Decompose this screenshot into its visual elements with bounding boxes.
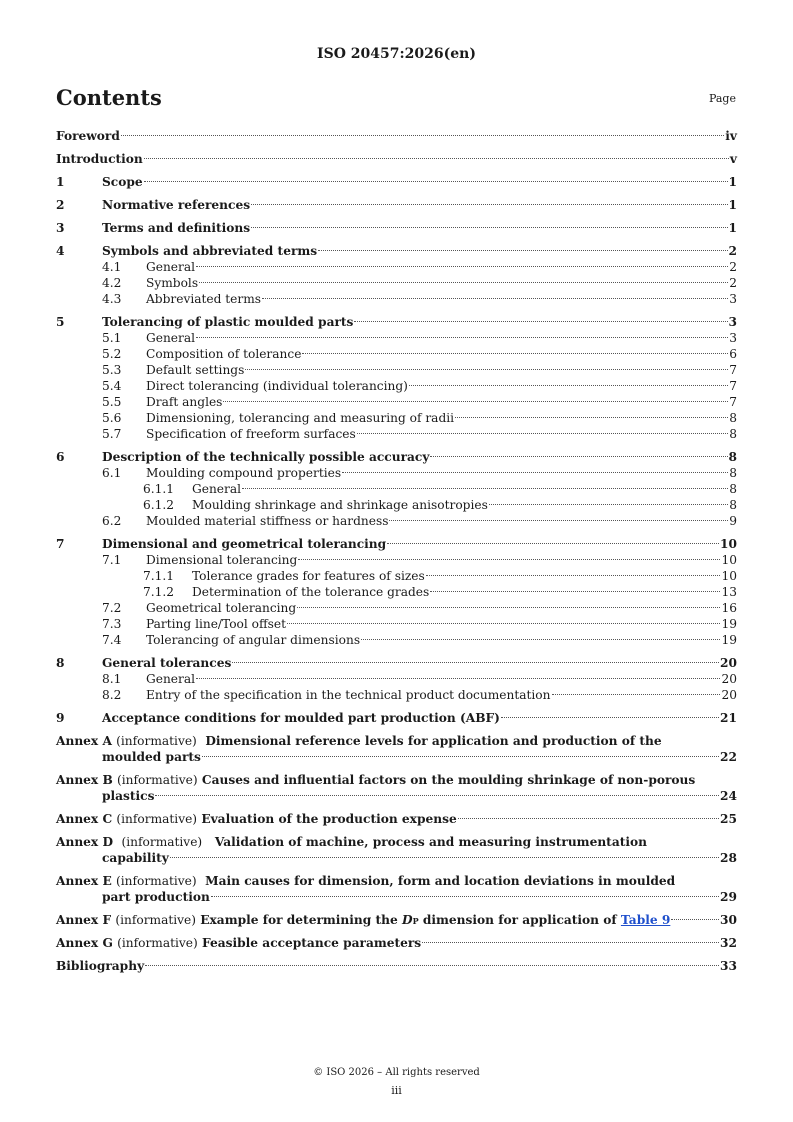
toc-entry-7-1-1[interactable] [56,568,737,584]
toc-page: 29 [720,890,737,904]
toc-page: 8 [729,498,737,512]
annex-title-cont: part production [102,890,210,904]
toc-number: 4.1 [102,260,122,274]
annex-title: Dimensional reference levels for application and production of the [205,734,662,748]
annex-kind: (informative) [117,936,198,950]
toc-title: Foreword [56,129,120,143]
toc-number: 5.7 [102,427,122,441]
annex-label: Annex E [56,874,112,888]
toc-title: Parting line/Tool offset [146,617,287,631]
toc-title: Determination of the tolerance grades [192,585,430,599]
toc-page: 1 [728,221,737,235]
annex-title: Feasible acceptance parameters [202,936,422,950]
toc-page: 2 [728,244,737,258]
toc-page: 1 [728,175,737,189]
toc-title: General tolerances [102,656,232,670]
toc-number: 3 [56,221,65,235]
toc-title: Normative references [102,198,251,212]
toc-title: Specification of freeform surfaces [146,427,356,441]
toc-entry-2[interactable] [56,197,737,213]
annex-kind: (informative) [115,913,196,927]
toc-page: 16 [721,601,737,615]
dot-leader [144,181,728,182]
toc-title: Direct tolerancing (individual tolerancing) [146,379,408,393]
toc-number: 5 [56,315,65,329]
toc-title: Acceptance conditions for moulded part production (ABF) [102,711,500,725]
dot-leader [170,857,719,858]
toc-entry-foreword[interactable] [56,128,737,144]
toc-number: 6 [56,450,65,464]
toc-number: 5.1 [102,331,122,345]
toc-page: 32 [720,936,737,950]
dot-leader [145,965,719,966]
toc-entry-5-2[interactable] [56,346,737,362]
toc-page: 28 [720,851,737,865]
dot-leader [262,298,728,299]
toc-page: 8 [729,482,737,496]
annex-title: Main causes for dimension, form and location deviations in moulded [205,874,676,888]
dot-leader [357,433,728,434]
dot-leader [287,623,720,624]
toc-page: 20 [720,656,737,670]
dot-leader [223,401,728,402]
toc-entry-1[interactable] [56,174,737,190]
dot-leader [298,559,720,560]
annex-title-cont: capability [102,851,169,865]
dot-leader [155,795,719,796]
toc-page: 19 [721,617,737,631]
toc-entry-7-3[interactable] [56,616,737,632]
toc-page: 7 [729,395,737,409]
toc-page: v [729,152,737,166]
toc-number: 7.1.2 [143,585,175,599]
dot-leader [199,282,728,283]
toc-number: 8 [56,656,65,670]
toc-page: 8 [728,450,737,464]
annex-title: Validation of machine, process and measuring instrumentation [214,835,647,849]
toc-page: 9 [729,514,737,528]
toc-number: 4.3 [102,292,122,306]
toc-number: 9 [56,711,65,725]
toc-title: Symbols and abbreviated terms [102,244,318,258]
toc-number: 7.2 [102,601,122,615]
toc-entry-7-1[interactable] [56,552,737,568]
toc-title: Tolerancing of plastic moulded parts [102,315,354,329]
toc-entry-6-1-2[interactable] [56,497,737,513]
toc-page: 20 [721,688,737,702]
toc-entry-7-2[interactable] [56,600,737,616]
dot-leader [430,456,727,457]
dot-leader [342,472,728,473]
toc-entry-6-1[interactable] [56,465,737,481]
toc-title: Bibliography [56,959,145,973]
toc-number: 6.1.2 [143,498,175,512]
toc-title: General [192,482,241,496]
toc-page: 10 [720,537,737,551]
annex-label: Annex D [56,835,114,849]
toc-title: Composition of tolerance [146,347,302,361]
toc-page: 8 [729,466,737,480]
document-header: ISO 20457:2026(en) [317,46,476,62]
annex-label: Annex F [56,913,112,927]
toc-number: 5.4 [102,379,122,393]
toc-entry-7-1-2[interactable] [56,584,737,600]
annex-title: Causes and influential factors on the moulding shrinkage of non-porous [201,773,696,787]
toc-title: Dimensioning, tolerancing and measuring of radii [146,411,455,425]
toc-entry-5-3[interactable] [56,362,737,378]
toc-entry-8[interactable] [56,655,737,671]
toc-number: 6.2 [102,514,122,528]
table-9-link[interactable]: Table 9 [620,913,671,927]
dot-leader [232,662,719,663]
toc-title: Moulded material stiffness or hardness [146,514,389,528]
toc-title: General [146,331,195,345]
toc-entry-5-1[interactable] [56,330,737,346]
toc-title: Symbols [146,276,199,290]
toc-annex-g[interactable] [56,935,737,951]
toc-number: 5.2 [102,347,122,361]
toc-page: 10 [721,553,737,567]
toc-page: 1 [728,198,737,212]
dot-leader [489,504,728,505]
toc-page: 2 [729,276,737,290]
toc-entry-6[interactable] [56,449,737,465]
toc-page: 8 [729,411,737,425]
toc-page: 10 [721,569,737,583]
toc-number: 6.1 [102,466,122,480]
toc-page: 3 [729,292,737,306]
toc-page: 33 [720,959,737,973]
toc-page: 2 [729,260,737,274]
toc-entry-4-2[interactable] [56,275,737,291]
toc-title: General [146,260,195,274]
toc-entry-5-4[interactable] [56,378,737,394]
annex-kind: (informative) [117,773,198,787]
toc-page: iv [725,129,737,143]
toc-title: Default settings [146,363,245,377]
dot-leader [121,135,724,136]
toc-number: 5.6 [102,411,122,425]
dot-leader [361,639,720,640]
toc-title: Description of the technically possible accuracy [102,450,430,464]
toc-number: 8.1 [102,672,122,686]
dot-leader [144,158,729,159]
toc-number: 5.5 [102,395,122,409]
toc-title: Dimensional tolerancing [146,553,298,567]
dot-leader [251,204,727,205]
toc-page: 30 [720,913,737,927]
toc-page: 6 [729,347,737,361]
toc-entry-5-5[interactable] [56,394,737,410]
annex-label: Annex C [56,812,113,826]
toc-page: 21 [720,711,737,725]
dot-leader [389,520,728,521]
toc-entry-9[interactable] [56,710,737,726]
toc-annex-e[interactable] [56,873,737,905]
dot-leader [302,353,728,354]
page-number: iii [391,1084,402,1097]
toc-page: 13 [721,585,737,599]
variable-d: D [402,913,413,927]
toc-title: Terms and definitions [102,221,251,235]
toc-page: 22 [720,750,737,764]
annex-label: Annex G [56,936,113,950]
annex-label: Annex B [56,773,113,787]
toc-title: Tolerance grades for features of sizes [192,569,425,583]
annex-kind: (informative) [115,874,197,888]
toc-entry-8-1[interactable] [56,671,737,687]
toc-entry-bibliography[interactable] [56,958,737,974]
dot-leader [671,919,719,920]
annex-title-cont: moulded parts [102,750,201,764]
toc-entry-7[interactable] [56,536,737,552]
annex-title-cont: plastics [102,789,155,803]
dot-leader [422,942,719,943]
dot-leader [552,694,721,695]
toc-annex-f[interactable] [56,912,737,928]
toc-number: 6.1.1 [143,482,175,496]
toc-title: Abbreviated terms [146,292,262,306]
toc-number: 2 [56,198,65,212]
toc-title: General [146,672,195,686]
toc-title: Scope [102,175,143,189]
subscript-p: P [412,916,419,926]
toc-annex-a[interactable] [56,733,737,765]
toc-entry-7-4[interactable] [56,632,737,648]
toc-title: Moulding shrinkage and shrinkage anisotropies [192,498,488,512]
toc-entry-6-1-1[interactable] [56,481,737,497]
toc-number: 4.2 [102,276,122,290]
toc-title: Entry of the specification in the technical product documentation [146,688,551,702]
page-column-label: Page [708,92,736,105]
toc-number: 7.1 [102,553,122,567]
toc-number: 1 [56,175,65,189]
dot-leader [426,575,721,576]
dot-leader [430,591,720,592]
toc-entry-5-7[interactable] [56,426,737,442]
toc-annex-d[interactable] [56,834,737,866]
dot-leader [458,818,719,819]
toc-page: 7 [729,363,737,377]
toc-number: 5.3 [102,363,122,377]
annex-title: Example for determining the [200,913,398,927]
annex-title-cont: dimension for application of [422,913,617,927]
toc-page: 3 [728,315,737,329]
dot-leader [196,337,728,338]
annex-title: Evaluation of the production expense [201,812,457,826]
toc-page: 19 [721,633,737,647]
toc-entry-4[interactable] [56,243,737,259]
dot-leader [245,369,728,370]
dot-leader [196,266,728,267]
contents-title: Contents [56,85,162,110]
table-of-contents [56,128,737,974]
toc-page: 7 [729,379,737,393]
toc-title: Tolerancing of angular dimensions [146,633,361,647]
dot-leader [202,756,719,757]
dot-leader [318,250,727,251]
toc-entry-4-3[interactable] [56,291,737,307]
toc-entry-introduction[interactable] [56,151,737,167]
toc-number: 8.2 [102,688,122,702]
annex-kind: (informative) [116,734,197,748]
dot-leader [455,417,728,418]
toc-page: 3 [729,331,737,345]
toc-page: 20 [721,672,737,686]
toc-title: Geometrical tolerancing [146,601,297,615]
annex-kind: (informative) [116,812,198,826]
toc-number: 4 [56,244,65,258]
dot-leader [242,488,728,489]
toc-number: 7.1.1 [143,569,175,583]
toc-number: 7 [56,537,65,551]
toc-annex-b[interactable] [56,772,737,804]
dot-leader [297,607,720,608]
toc-entry-8-2[interactable] [56,687,737,703]
toc-entry-6-2[interactable] [56,513,737,529]
toc-number: 7.3 [102,617,122,631]
toc-title: Dimensional and geometrical tolerancing [102,537,387,551]
toc-page: 8 [729,427,737,441]
toc-annex-c[interactable] [56,811,737,827]
dot-leader [501,717,719,718]
toc-entry-4-1[interactable] [56,259,737,275]
annex-label: Annex A [56,734,112,748]
toc-entry-5[interactable] [56,314,737,330]
toc-title: Moulding compound properties [146,466,342,480]
toc-title: Introduction [56,152,143,166]
toc-page: 24 [720,789,737,803]
annex-kind: (informative) [121,835,203,849]
dot-leader [251,227,727,228]
dot-leader [354,321,727,322]
toc-title: Draft angles [146,395,223,409]
toc-entry-5-6[interactable] [56,410,737,426]
dot-leader [387,543,719,544]
copyright-notice: © ISO 2026 – All rights reserved [313,1067,480,1078]
dot-leader [211,896,719,897]
toc-page: 25 [720,812,737,826]
toc-entry-3[interactable] [56,220,737,236]
dot-leader [409,385,728,386]
toc-number: 7.4 [102,633,122,647]
dot-leader [196,678,720,679]
